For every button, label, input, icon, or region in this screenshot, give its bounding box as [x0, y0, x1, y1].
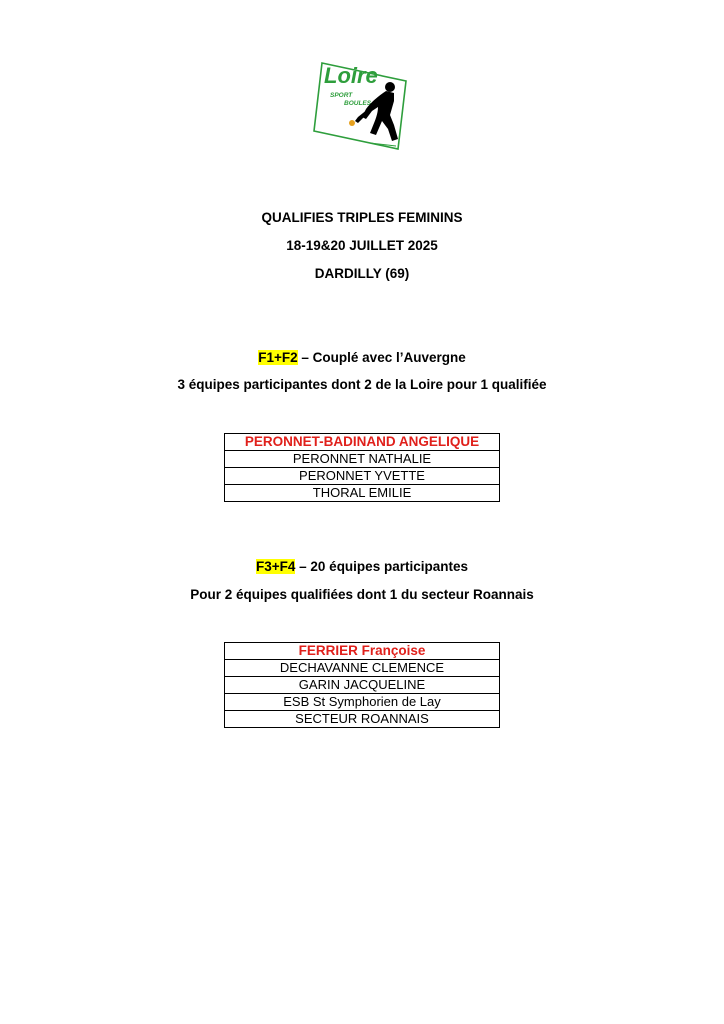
event-location: DARDILLY (69): [314, 266, 410, 281]
team-table-f3f4: [224, 642, 500, 728]
section-f1f2-heading-text: – Couplé avec l’Auvergne: [297, 350, 466, 365]
category-badge-f3f4: F3+F4: [256, 559, 296, 574]
document-title: QUALIFIES TRIPLES FEMININS: [261, 210, 463, 225]
team-table-f1f2: [224, 433, 500, 502]
logo-sport-text: SPORT: [330, 92, 353, 99]
team-member: THORAL EMILIE: [225, 485, 500, 502]
section-f3f4-heading: [0, 559, 724, 575]
event-dates: 18-19&20 JUILLET 2025: [286, 238, 438, 253]
boule-icon: [349, 120, 355, 126]
team-captain: FERRIER Françoise: [225, 643, 500, 660]
team-member: PERONNET YVETTE: [225, 468, 500, 485]
section-f3f4-heading-text: – 20 équipes participantes: [295, 559, 468, 574]
team-member: ESB St Symphorien de Lay: [225, 694, 500, 711]
team-captain: PERONNET-BADINAND ANGELIQUE: [225, 434, 500, 451]
team-member: PERONNET NATHALIE: [225, 451, 500, 468]
team-member: GARIN JACQUELINE: [225, 677, 500, 694]
loire-sport-boules-logo: [308, 55, 412, 153]
section-f3f4-info: Pour 2 équipes qualifiées dont 1 du secteur Roannais: [190, 587, 534, 602]
team-member: DECHAVANNE CLEMENCE: [225, 660, 500, 677]
category-badge-f1f2: F1+F2: [258, 350, 298, 365]
section-f1f2-info: 3 équipes participantes dont 2 de la Loire pour 1 qualifiée: [177, 377, 547, 392]
logo-letter-l: Loire: [324, 63, 378, 88]
team-member: SECTEUR ROANNAIS: [225, 711, 500, 728]
logo-boules-text: BOULES: [344, 100, 372, 107]
section-f1f2-heading: [0, 350, 724, 366]
